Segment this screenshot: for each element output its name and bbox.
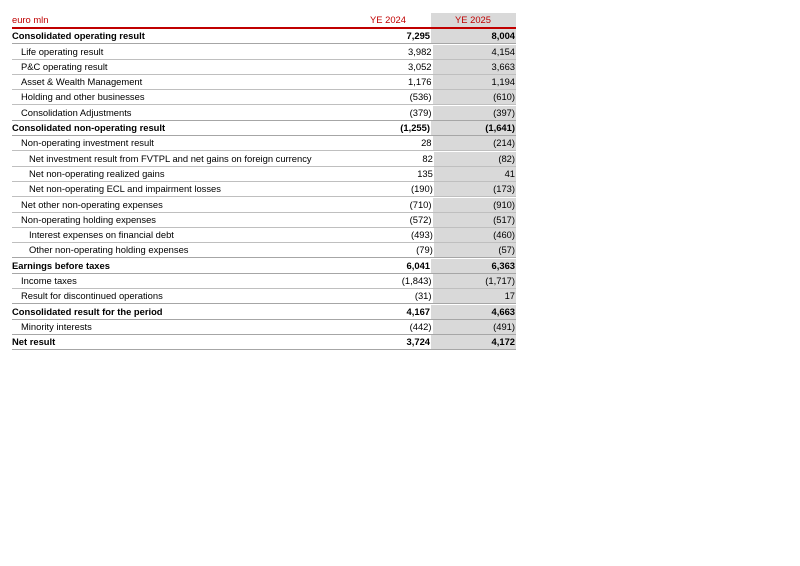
row-label: Income taxes [21,275,77,287]
table-row [12,121,516,136]
value-ye2025: (610) [433,90,517,104]
row-label: Asset & Wealth Management [21,76,143,88]
value-ye2024: (31) [414,290,432,302]
value-ye2025: (1,641) [431,121,516,135]
value-ye2024: 3,982 [408,45,432,57]
value-ye2025: 1,194 [433,75,517,89]
value-ye2024: 1,176 [408,76,432,88]
row-label: Minority interests [21,320,92,332]
table-row [12,60,516,75]
value-ye2024: (379) [409,106,432,118]
value-ye2024: 4,167 [406,305,430,317]
row-label: P&C operating result [21,60,108,72]
table-row [12,197,516,212]
value-ye2025: (57) [434,243,516,257]
table-row [12,258,516,273]
column-header-ye2024: YE 2024 [370,14,406,25]
row-label: Consolidated result for the period [12,305,163,317]
value-ye2025: (397) [433,106,517,120]
value-ye2025: 8,004 [431,29,516,43]
value-ye2024: 7,295 [406,30,430,42]
table-row [12,90,516,105]
table-row [12,213,516,228]
value-ye2024: 3,724 [406,336,430,348]
value-ye2025: 17 [433,289,517,303]
value-ye2025: 4,663 [431,305,516,319]
row-label: Consolidation Adjustments [21,106,132,118]
table-row [12,335,516,350]
table-row [12,289,516,304]
value-ye2024: 82 [422,152,433,164]
value-ye2024: (79) [416,244,433,256]
value-ye2024: (1,843) [401,275,432,287]
value-ye2024: (190) [410,183,433,195]
column-header-ye2025: YE 2025 [431,13,516,27]
table-row [12,304,516,319]
value-ye2024: 28 [421,137,432,149]
row-label: Non-operating investment result [21,137,154,149]
value-ye2025: 4,154 [433,45,517,59]
value-ye2025: (173) [434,182,516,196]
value-ye2024: (536) [409,91,432,103]
table-row [12,151,516,166]
row-label: Net investment result from FVTPL and net gains on foreign currency [29,152,312,164]
table-row [12,75,516,90]
row-label: Non-operating holding expenses [21,213,156,225]
row-label: Life operating result [21,45,104,57]
row-label: Interest expenses on financial debt [29,229,174,241]
value-ye2024: 135 [417,167,433,179]
row-label: Result for discontinued operations [21,290,163,302]
value-ye2025: (82) [434,152,516,166]
value-ye2025: (460) [434,228,516,242]
table-row [12,44,516,59]
value-ye2025: 3,663 [433,60,517,74]
table-row [12,182,516,197]
table-row [12,29,516,44]
value-ye2025: (910) [433,198,517,212]
table-header [12,11,516,29]
row-label: Holding and other businesses [21,91,145,103]
table-row [12,105,516,120]
table-row [12,320,516,335]
table-row [12,136,516,151]
table-row [12,228,516,243]
value-ye2025: 4,172 [431,335,516,349]
value-ye2025: (517) [433,213,517,227]
row-label: Net non-operating ECL and impairment losses [29,183,221,195]
value-ye2024: 6,041 [406,259,430,271]
table-row [12,274,516,289]
row-label: Net other non-operating expenses [21,198,163,210]
value-ye2025: (1,717) [433,274,517,288]
value-ye2024: 3,052 [408,60,432,72]
table-row [12,167,516,182]
row-label: Earnings before taxes [12,259,110,271]
value-ye2024: (442) [409,320,432,332]
row-label: Other non-operating holding expenses [29,244,189,256]
value-ye2024: (572) [409,213,432,225]
value-ye2024: (710) [409,198,432,210]
unit-label: euro mln [12,14,49,25]
value-ye2025: (214) [433,136,517,150]
row-label: Net non-operating realized gains [29,167,165,179]
row-label: Consolidated non-operating result [12,122,166,134]
table-row [12,243,516,258]
value-ye2024: (493) [410,229,433,241]
value-ye2025: (491) [433,320,517,334]
table-body [12,29,516,350]
income-statement-table [12,11,516,350]
value-ye2024: (1,255) [400,122,430,134]
row-label: Net result [12,336,56,348]
row-label: Consolidated operating result [12,30,145,42]
value-ye2025: 41 [434,167,516,181]
value-ye2025: 6,363 [431,259,516,273]
